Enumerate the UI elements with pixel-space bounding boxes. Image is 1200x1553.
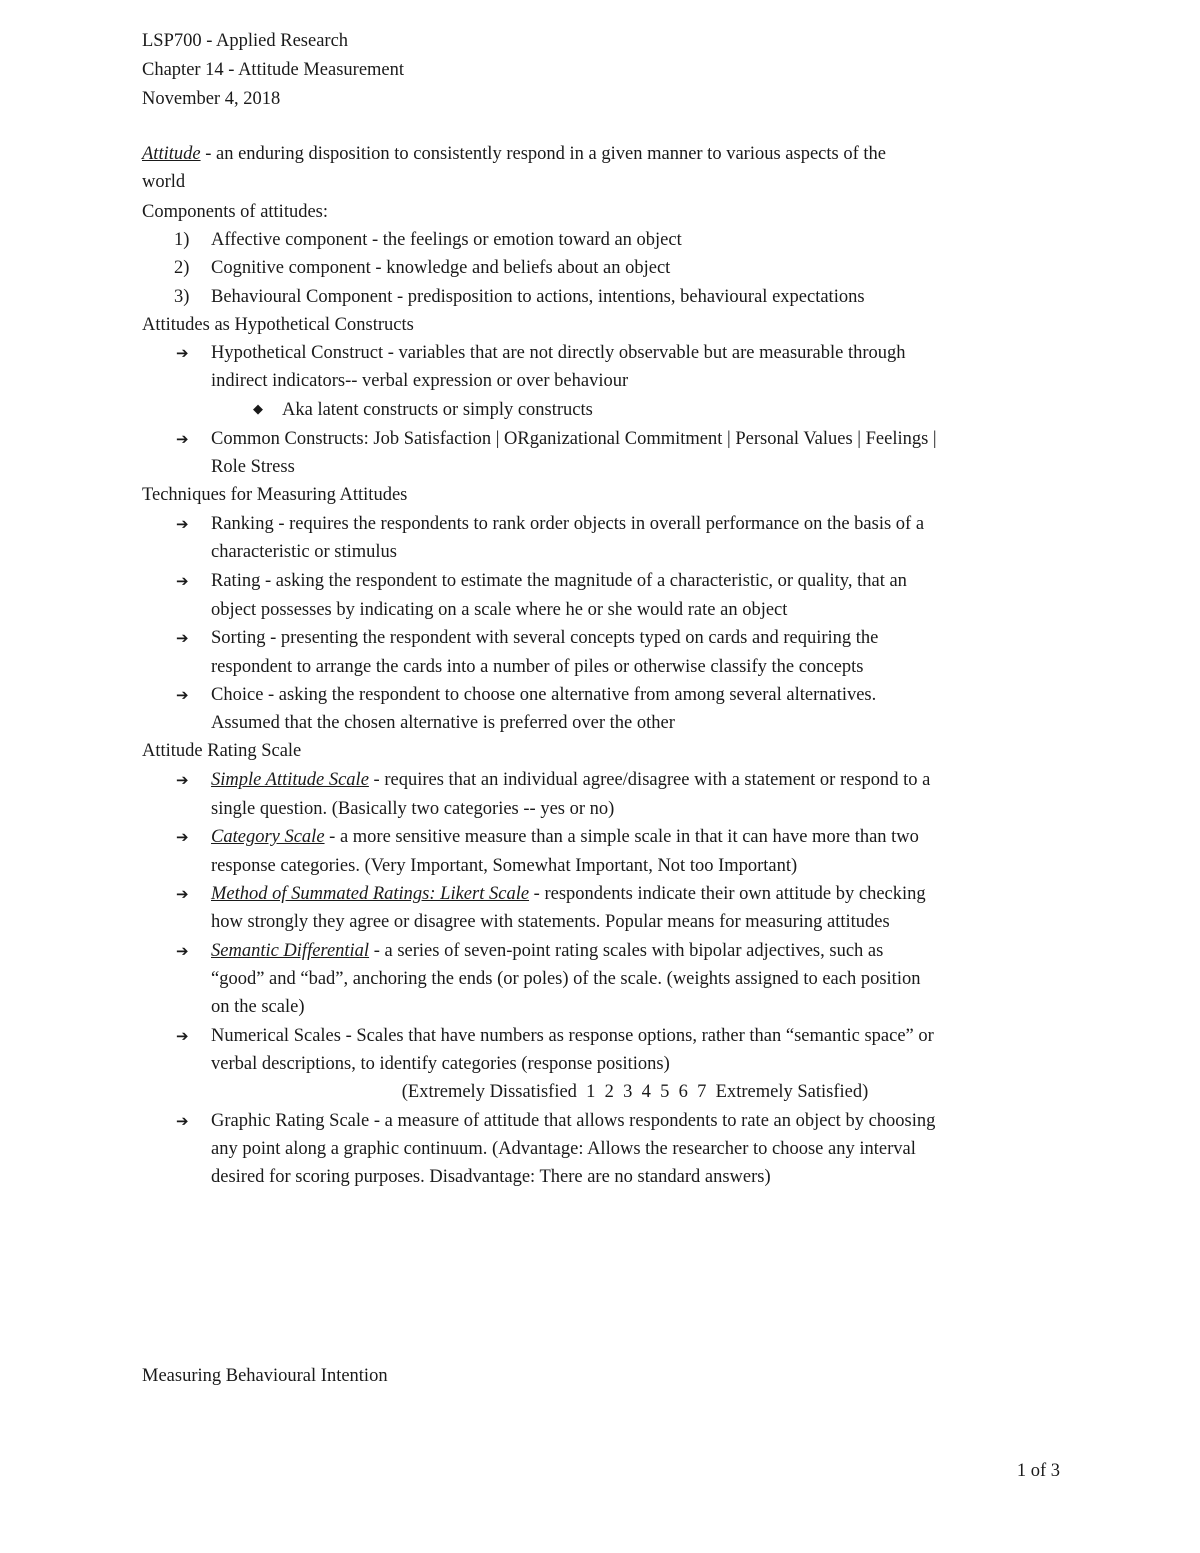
category-scale-continued: response categories. (Very Important, Somewhat Important, Not too Important) xyxy=(211,856,798,876)
component-affective: Affective component - the feelings or emotion toward an object xyxy=(211,230,682,250)
rating-item: Rating - asking the respondent to estimate the magnitude of a characteristic, or quality, that an xyxy=(211,571,907,591)
hypothetical-construct-item: Hypothetical Construct - variables that are not directly observable but are measurable through xyxy=(211,343,906,363)
numerical-scale-example: (Extremely Dissatisfied 1 2 3 4 5 6 7 Extremely Satisfied) xyxy=(401,1082,869,1102)
rating-item-continued: object possesses by indicating on a scale where he or she would rate an object xyxy=(211,600,788,620)
right-arrow-bullet-icon: ➔ xyxy=(176,1112,189,1130)
right-arrow-bullet-icon: ➔ xyxy=(176,828,189,846)
hypothetical-construct-item-continued: indirect indicators-- verbal expression or over behaviour xyxy=(211,371,629,391)
graphic-rating-scale-item: Graphic Rating Scale - a measure of attitude that allows respondents to rate an object by choosing xyxy=(211,1111,936,1131)
attitude-term: Attitude xyxy=(142,144,201,164)
simple-attitude-scale-continued: single question. (Basically two categories -- yes or no) xyxy=(211,799,615,819)
graphic-rating-scale-continued: any point along a graphic continuum. (Advantage: Allows the researcher to choose any interval xyxy=(211,1139,916,1159)
component-cognitive: Cognitive component - knowledge and beliefs about an object xyxy=(211,258,671,278)
category-scale-item xyxy=(211,823,919,851)
document-date: November 4, 2018 xyxy=(142,89,281,109)
category-scale-text: - a more sensitive measure than a simple scale in that it can have more than two xyxy=(324,827,919,847)
semantic-differential-item xyxy=(211,937,883,965)
page-number: 1 of 3 xyxy=(1016,1461,1060,1481)
likert-scale-text: - respondents indicate their own attitude by checking xyxy=(529,884,926,904)
right-arrow-bullet-icon: ➔ xyxy=(176,515,189,533)
right-arrow-bullet-icon: ➔ xyxy=(176,771,189,789)
right-arrow-bullet-icon: ➔ xyxy=(176,430,189,448)
choice-item-continued: Assumed that the chosen alternative is preferred over the other xyxy=(211,713,675,733)
semantic-differential-continued: “good” and “bad”, anchoring the ends (or poles) of the scale. (weights assigned to each position xyxy=(211,969,921,989)
numerical-scales-continued: verbal descriptions, to identify categories (response positions) xyxy=(211,1054,670,1074)
right-arrow-bullet-icon: ➔ xyxy=(176,885,189,903)
right-arrow-bullet-icon: ➔ xyxy=(176,344,189,362)
right-arrow-bullet-icon: ➔ xyxy=(176,572,189,590)
hypothetical-heading: Attitudes as Hypothetical Constructs xyxy=(142,315,414,335)
semantic-differential-term: Semantic Differential xyxy=(211,941,370,961)
list-number-1: 1) xyxy=(174,230,190,250)
course-title: LSP700 - Applied Research xyxy=(142,31,349,51)
common-constructs-item-continued: Role Stress xyxy=(211,457,295,477)
simple-attitude-scale-text: - requires that an individual agree/disagree with a statement or respond to a xyxy=(368,770,931,790)
simple-attitude-scale-item xyxy=(211,766,930,794)
simple-attitude-scale-term: Simple Attitude Scale xyxy=(211,770,369,790)
ranking-item-continued: characteristic or stimulus xyxy=(211,542,397,562)
likert-scale-term: Method of Summated Ratings: Likert Scale xyxy=(211,884,530,904)
sorting-item-continued: respondent to arrange the cards into a number of piles or otherwise classify the concepts xyxy=(211,657,864,677)
rating-scale-heading: Attitude Rating Scale xyxy=(142,741,302,761)
likert-scale-item xyxy=(211,880,926,908)
chapter-title: Chapter 14 - Attitude Measurement xyxy=(142,60,405,80)
graphic-rating-scale-continued-2: desired for scoring purposes. Disadvantage: There are no standard answers) xyxy=(211,1167,771,1187)
attitude-definition-text: - an enduring disposition to consistently respond in a given manner to various aspects of the xyxy=(200,144,886,164)
category-scale-term: Category Scale xyxy=(211,827,325,847)
right-arrow-bullet-icon: ➔ xyxy=(176,942,189,960)
right-arrow-bullet-icon: ➔ xyxy=(176,1027,189,1045)
components-heading: Components of attitudes: xyxy=(142,202,329,222)
list-number-3: 3) xyxy=(174,287,190,307)
techniques-heading: Techniques for Measuring Attitudes xyxy=(142,485,408,505)
right-arrow-bullet-icon: ➔ xyxy=(176,629,189,647)
ranking-item: Ranking - requires the respondents to rank order objects in overall performance on the basis of a xyxy=(211,514,925,534)
choice-item: Choice - asking the respondent to choose one alternative from among several alternatives. xyxy=(211,685,877,705)
attitude-definition xyxy=(142,140,886,168)
likert-scale-continued: how strongly they agree or disagree with statements. Popular means for measuring attitudes xyxy=(211,912,890,932)
semantic-differential-text: - a series of seven-point rating scales with bipolar adjectives, such as xyxy=(369,941,884,961)
semantic-differential-continued-2: on the scale) xyxy=(211,997,305,1017)
component-behavioural: Behavioural Component - predisposition to actions, intentions, behavioural expectations xyxy=(211,287,865,307)
attitude-definition-continued: world xyxy=(142,172,186,192)
behavioural-intention-heading: Measuring Behavioural Intention xyxy=(142,1366,388,1386)
common-constructs-item: Common Constructs: Job Satisfaction | ORganizational Commitment | Personal Values | Feelings | xyxy=(211,429,937,449)
list-number-2: 2) xyxy=(174,258,190,278)
latent-constructs-item: Aka latent constructs or simply constructs xyxy=(282,400,593,420)
sorting-item: Sorting - presenting the respondent with several concepts typed on cards and requiring the xyxy=(211,628,879,648)
diamond-bullet-icon: ◆ xyxy=(253,402,263,417)
right-arrow-bullet-icon: ➔ xyxy=(176,686,189,704)
numerical-scales-item: Numerical Scales - Scales that have numbers as response options, rather than “semantic space” or xyxy=(211,1026,934,1046)
